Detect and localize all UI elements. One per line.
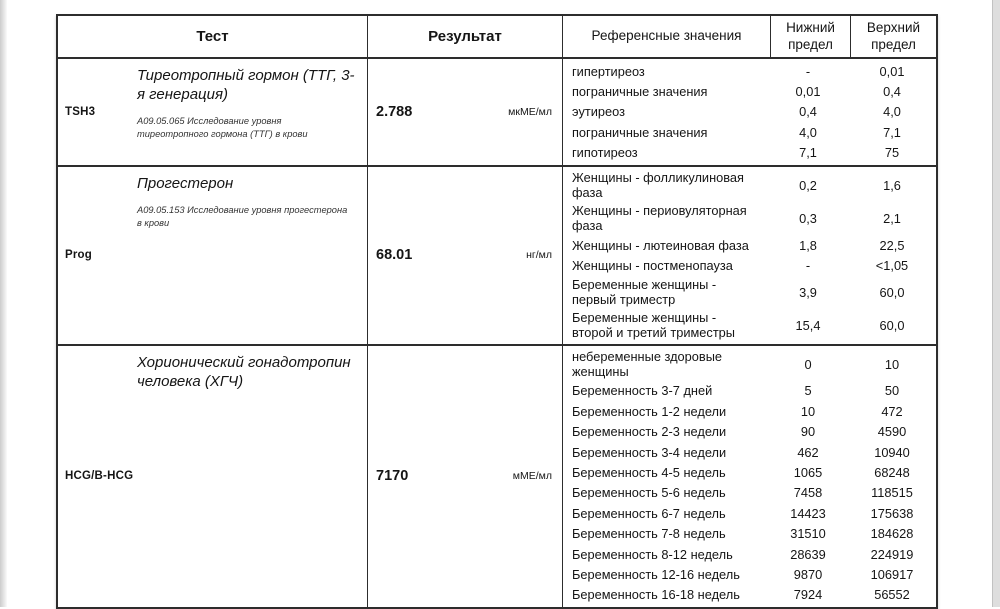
result-cell — [368, 346, 563, 607]
reference-label: Беременные женщины - первый триместр — [572, 277, 717, 308]
table-row-prog — [58, 167, 936, 346]
reference-lower-limit: 7924 — [793, 587, 823, 603]
reference-row — [563, 544, 936, 564]
reference-label: Беременность 8-12 недель — [572, 546, 733, 562]
reference-upper-limit: 7,1 — [883, 124, 901, 140]
header-lower-limit: Нижний предел — [771, 16, 851, 57]
reference-lower-limit: 462 — [797, 444, 819, 460]
reference-upper-limit: 68248 — [874, 464, 910, 480]
table-row-tsh3 — [58, 59, 936, 167]
reference-lower-limit: 28639 — [790, 546, 826, 562]
reference-lower-limit: 0,4 — [799, 104, 817, 120]
reference-label: Женщины - лютеиновая фаза — [572, 237, 749, 253]
reference-lower-limit: 0,01 — [795, 84, 821, 100]
reference-row — [563, 81, 936, 101]
reference-label: Беременность 3-4 недели — [572, 444, 727, 460]
reference-upper-limit: 0,4 — [883, 84, 901, 100]
reference-upper-limit: 184628 — [870, 526, 914, 542]
reference-row — [563, 255, 936, 275]
reference-label: Беременность 6-7 недель — [572, 505, 726, 521]
header-result: Результат — [368, 16, 563, 57]
reference-upper-limit: 0,01 — [879, 63, 905, 79]
reference-upper-limit: 50 — [884, 383, 900, 399]
header-upper-limit: Верхний предел — [866, 20, 921, 52]
reference-upper-limit: 1,6 — [883, 177, 901, 193]
result-unit: мМЕ/мл — [512, 470, 552, 483]
test-description: А09.05.153 Исследование уровня прогестерона в крови — [137, 205, 348, 229]
reference-row — [563, 122, 936, 142]
result-value: 68.01 — [376, 247, 413, 264]
test-name: Тиреотропный гормон (ТТГ, 3-я генерация) — [137, 67, 355, 104]
reference-upper-limit: 224919 — [870, 546, 914, 562]
reference-lower-limit: 4,0 — [799, 124, 817, 140]
reference-row — [563, 276, 936, 309]
reference-label: небеременные здоровые женщины — [572, 349, 723, 380]
reference-label: пограничные значения — [572, 84, 708, 100]
reference-upper-limit: 472 — [881, 403, 903, 419]
reference-upper-limit: 56552 — [874, 587, 910, 603]
reference-list — [563, 346, 936, 607]
reference-upper-limit: 10940 — [874, 444, 910, 460]
reference-upper-limit: 118515 — [871, 485, 913, 501]
reference-upper-limit: 2,1 — [883, 210, 901, 226]
reference-label: Беременные женщины - второй и третий триместры — [572, 310, 735, 341]
test-code: HCG/B-HCG — [65, 470, 134, 483]
reference-row — [563, 235, 936, 255]
reference-lower-limit: 14423 — [790, 505, 826, 521]
reference-upper-limit: 22,5 — [879, 237, 905, 253]
reference-row — [563, 564, 936, 584]
reference-row — [563, 61, 936, 81]
reference-row — [563, 442, 936, 462]
reference-label: Женщины - периовуляторная фаза — [572, 203, 747, 234]
reference-lower-limit: 31510 — [790, 526, 826, 542]
reference-upper-limit: 4,0 — [883, 104, 901, 120]
reference-upper-limit: 10 — [884, 356, 900, 372]
reference-lower-limit: 10 — [800, 403, 816, 419]
test-name: Прогестерон — [137, 174, 234, 192]
result-cell — [368, 59, 563, 165]
reference-label: пограничные значения — [572, 124, 708, 140]
header-test: Тест — [58, 16, 368, 57]
reference-row — [563, 585, 936, 605]
reference-lower-limit: 0,2 — [799, 177, 817, 193]
reference-label: Беременность 4-5 недель — [572, 464, 726, 480]
reference-lower-limit: 1,8 — [799, 237, 817, 253]
reference-row — [563, 401, 936, 421]
reference-row — [563, 348, 936, 381]
test-description: А09.05.065 Исследование уровня тиреотропного гормона (ТТГ) в крови — [137, 116, 308, 140]
result-unit: нг/мл — [526, 249, 552, 262]
reference-upper-limit: 106917 — [870, 566, 914, 582]
reference-lower-limit: 90 — [800, 424, 816, 440]
reference-lower-limit: 0,3 — [799, 210, 817, 226]
reference-label: Женщины - постменопауза — [572, 258, 733, 274]
reference-lower-limit: - — [805, 63, 811, 79]
reference-label: Беременность 16-18 недель — [572, 587, 740, 603]
result-value: 2.788 — [376, 103, 413, 120]
reference-lower-limit: 15,4 — [795, 317, 821, 333]
reference-row — [563, 143, 936, 163]
test-cell — [58, 346, 368, 607]
reference-label: Беременность 3-7 дней — [572, 383, 713, 399]
reference-label: Беременность 7-8 недель — [572, 526, 726, 542]
table-row-hcg — [58, 346, 936, 607]
reference-label: Женщины - фолликулиновая фаза — [572, 170, 744, 201]
reference-row — [563, 422, 936, 442]
page-edge-right — [992, 0, 1000, 607]
reference-label: Беременность 12-16 недель — [572, 566, 740, 582]
test-code: Prog — [65, 249, 92, 262]
table-header-row — [58, 16, 936, 59]
reference-label: Беременность 1-2 недели — [572, 403, 727, 419]
test-cell — [58, 59, 368, 165]
reference-upper-limit: 60,0 — [879, 317, 905, 333]
reference-row — [563, 202, 936, 235]
reference-list — [563, 167, 936, 344]
reference-row — [563, 523, 936, 543]
test-cell — [58, 167, 368, 344]
reference-row — [563, 102, 936, 122]
reference-row — [563, 309, 936, 342]
reference-label: гипертиреоз — [572, 63, 645, 79]
reference-lower-limit: 1065 — [793, 464, 823, 480]
reference-upper-limit: 60,0 — [879, 284, 905, 300]
reference-lower-limit: 5 — [804, 383, 812, 399]
reference-label: гипотиреоз — [572, 145, 638, 161]
reference-row — [563, 381, 936, 401]
result-value: 7170 — [376, 468, 409, 485]
reference-row — [563, 169, 936, 202]
result-cell — [368, 167, 563, 344]
reference-lower-limit: - — [805, 258, 811, 274]
reference-row — [563, 503, 936, 523]
test-code: TSH3 — [65, 105, 96, 118]
reference-label: эутиреоз — [572, 104, 626, 120]
reference-lower-limit: 0 — [804, 356, 812, 372]
reference-label: Беременность 5-6 недель — [572, 485, 726, 501]
reference-lower-limit: 7,1 — [799, 145, 817, 161]
reference-upper-limit: 75 — [884, 145, 900, 161]
reference-lower-limit: 3,9 — [799, 284, 817, 300]
reference-label: Беременность 2-3 недели — [572, 424, 727, 440]
result-unit: мкМЕ/мл — [508, 105, 552, 118]
reference-upper-limit: 175638 — [870, 505, 914, 521]
reference-lower-limit: 7458 — [793, 485, 823, 501]
header-reference: Референсные значения — [563, 16, 771, 57]
reference-list — [563, 59, 936, 165]
reference-lower-limit: 9870 — [793, 566, 823, 582]
reference-upper-limit: 4590 — [877, 424, 907, 440]
test-name: Хорионический гонадотропин человека (ХГЧ) — [137, 353, 351, 390]
reference-row — [563, 483, 936, 503]
reference-upper-limit: <1,05 — [875, 258, 909, 274]
page-edge-left — [0, 0, 7, 607]
lab-results-table — [56, 14, 938, 609]
reference-row — [563, 462, 936, 482]
